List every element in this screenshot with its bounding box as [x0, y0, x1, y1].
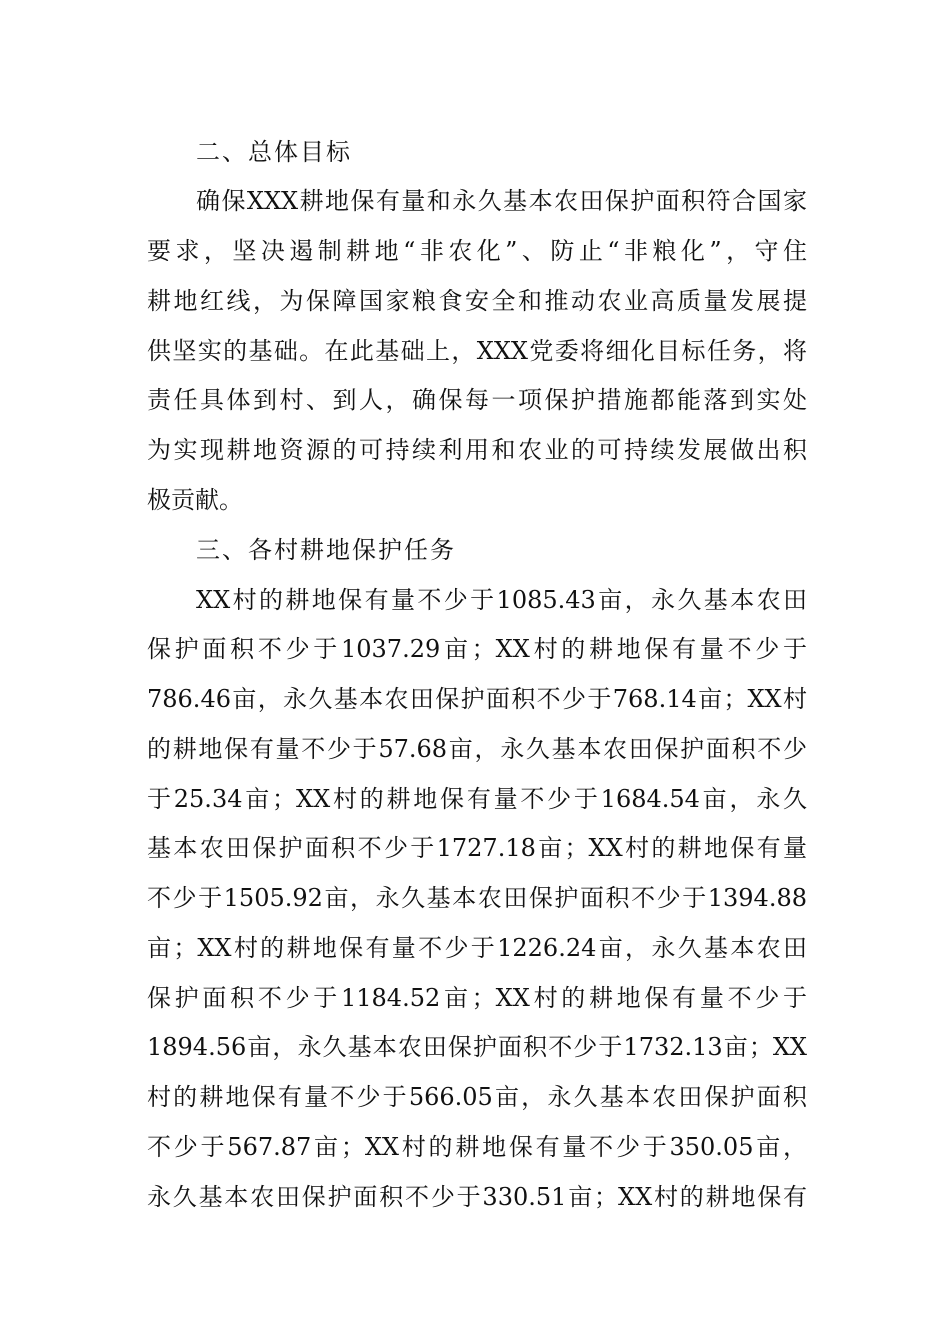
paragraph-line: 基本农田保护面积不少于1727.18亩；XX村的耕地保有量 — [147, 834, 807, 862]
paragraph-line: 保护面积不少于1184.52亩；XX村的耕地保有量不少于 — [147, 984, 807, 1012]
paragraph-line: 不少于1505.92亩，永久基本农田保护面积不少于1394.88 — [147, 884, 807, 912]
paragraph-line: 为实现耕地资源的可持续利用和农业的可持续发展做出积 — [147, 436, 807, 464]
paragraph-line: 亩；XX村的耕地保有量不少于1226.24亩，永久基本农田 — [147, 934, 807, 962]
paragraph-line: 确保XXX耕地保有量和永久基本农田保护面积符合国家 — [196, 187, 807, 215]
paragraph-line: XX村的耕地保有量不少于1085.43亩，永久基本农田 — [196, 586, 807, 614]
paragraph-line: 不少于567.87亩；XX村的耕地保有量不少于350.05亩， — [147, 1133, 807, 1161]
paragraph-line: 供坚实的基础。在此基础上，XXX党委将细化目标任务，将 — [147, 337, 807, 365]
section-heading-village-tasks: 三、各村耕地保护任务 — [196, 536, 456, 564]
paragraph-line: 村的耕地保有量不少于566.05亩，永久基本农田保护面积 — [147, 1083, 807, 1111]
paragraph-line: 耕地红线，为保障国家粮食安全和推动农业高质量发展提 — [147, 287, 807, 315]
paragraph-line: 责任具体到村、到人，确保每一项保护措施都能落到实处 — [147, 386, 807, 414]
paragraph-line: 极贡献。 — [147, 486, 243, 514]
section-heading-goals: 二、总体目标 — [196, 138, 352, 166]
paragraph-line: 于25.34亩；XX村的耕地保有量不少于1684.54亩，永久 — [147, 785, 807, 813]
paragraph-line: 要求，坚决遏制耕地“非农化”、防止“非粮化”，守住 — [147, 237, 807, 265]
paragraph-line: 永久基本农田保护面积不少于330.51亩；XX村的耕地保有 — [147, 1183, 807, 1211]
paragraph-line: 的耕地保有量不少于57.68亩，永久基本农田保护面积不少 — [147, 735, 807, 763]
paragraph-line: 786.46亩，永久基本农田保护面积不少于768.14亩；XX村 — [147, 685, 807, 713]
paragraph-line: 保护面积不少于1037.29亩；XX村的耕地保有量不少于 — [147, 635, 807, 663]
paragraph-line: 1894.56亩，永久基本农田保护面积不少于1732.13亩；XX — [147, 1033, 807, 1061]
